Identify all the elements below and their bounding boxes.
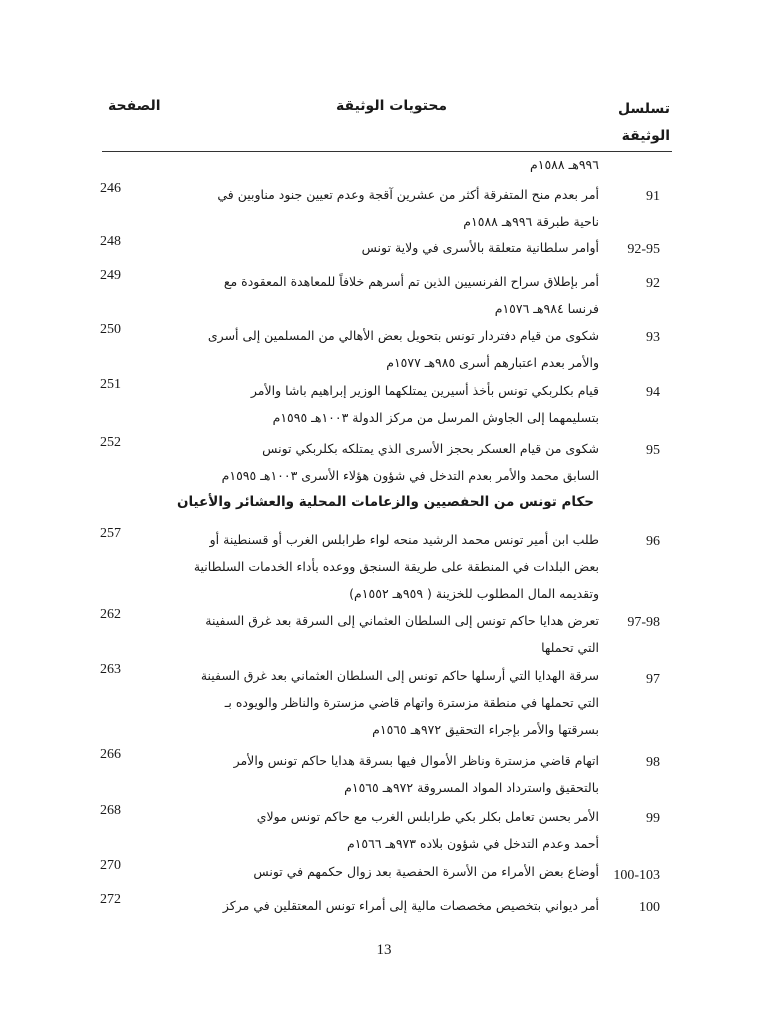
entry-text xyxy=(172,322,599,376)
entry-line: شكوى من قيام العسكر بحجز الأسرى الذي يمتلكه بكلربكي تونس xyxy=(262,441,599,456)
entry-page: 263 xyxy=(100,662,121,677)
entry-line: أمر ديواني بتخصيص مخصصات مالية إلى أمراء تونس المعتقلين في مركز xyxy=(222,898,599,913)
entry-line: بعض البلدات في المنطقة على طريقة السنجق ووعده بأداء الخدمات السلطانية xyxy=(193,559,599,574)
entry-text xyxy=(172,607,599,661)
entry-page: 251 xyxy=(100,377,121,392)
entry-page: 266 xyxy=(100,747,121,762)
entry-sequence: 100-103 xyxy=(613,868,660,883)
entry-line: ناحية طبرقة ٩٩٦هـ ١٥٨٨م xyxy=(463,214,599,229)
entry-sequence: 100 xyxy=(639,900,660,915)
entry-sequence: 93 xyxy=(646,330,660,345)
entry-sequence: 95 xyxy=(646,443,660,458)
entry-line: أوامر سلطانية متعلقة بالأسرى في ولاية تونس xyxy=(361,240,599,255)
entry-line: بالتحقيق واسترداد المواد المسروقة ٩٧٢هـ ١٥٦٥م xyxy=(344,780,599,795)
entry-line: أمر بعدم منح المتفرقة أكثر من عشرين آقجة وعدم تعيين جنود مناوبين في xyxy=(217,187,599,202)
entry-line: اتهام قاضي مزسترة وناظر الأموال فيها بسرقة هدايا حاكم تونس والأمر xyxy=(233,753,599,768)
entry-line: التي تحملها xyxy=(541,640,599,655)
entry-text xyxy=(172,377,599,431)
entry-text xyxy=(172,234,599,261)
entry-page: 248 xyxy=(100,234,121,249)
entry-sequence: 97-98 xyxy=(627,615,660,630)
entry-text xyxy=(172,435,599,489)
entry-line: التي تحملها في منطقة مزسترة واتهام قاضي مزسترة والناظر والويوده بـ xyxy=(224,695,599,710)
header-sequence-line2: الوثيقة xyxy=(621,128,670,144)
entry-page: 252 xyxy=(100,435,121,450)
entry-sequence: 94 xyxy=(646,385,660,400)
header-sequence xyxy=(618,96,670,150)
entry-line: السابق محمد والأمر بعدم التدخل في شؤون هؤلاء الأسرى ١٠٠٣هـ ١٥٩٥م xyxy=(221,468,599,483)
entry-line: ٩٩٦هـ ١٥٨٨م xyxy=(530,157,599,172)
entry-sequence: 92 xyxy=(646,276,660,291)
entry-sequence: 98 xyxy=(646,755,660,770)
section-title: حكام تونس من الحفصيين والزعامات المحلية والعشائر والأعيان xyxy=(176,494,595,510)
header-contents: محتويات الوثيقة xyxy=(336,98,448,114)
entry-line: طلب ابن أمير تونس محمد الرشيد منحه لواء طرابلس الغرب أو قسنطينة أو xyxy=(209,532,599,547)
entry-page: 246 xyxy=(100,181,121,196)
header-page: الصفحة xyxy=(108,98,161,114)
entry-line: الأمر بحسن تعامل بكلر بكي طرابلس الغرب مع حاكم تونس مولاي xyxy=(256,809,599,824)
entry-line: شكوى من قيام دفتردار تونس بتحويل بعض الأهالي من المسلمين إلى أسرى xyxy=(207,328,599,343)
entry-text xyxy=(172,858,599,885)
entry-text xyxy=(172,892,599,919)
entry-text xyxy=(172,803,599,857)
entry-line: أمر بإطلاق سراح الفرنسيين الذين تم أسرهم خلافاً للمعاهدة المعقودة مع xyxy=(223,274,599,289)
entry-sequence: 92-95 xyxy=(627,242,660,257)
entry-line: والأمر بعدم اعتبارهم أسرى ٩٨٥هـ ١٥٧٧م xyxy=(386,355,599,370)
entry-line: فرنسا ٩٨٤هـ ١٥٧٦م xyxy=(494,301,599,316)
entry-sequence: 97 xyxy=(646,672,660,687)
entry-line: أوضاع بعض الأمراء من الأسرة الحفصية بعد زوال حكمهم في تونس xyxy=(253,864,599,879)
entry-line: بتسليمهما إلى الجاوش المرسل من مركز الدولة ١٠٠٣هـ ١٥٩٥م xyxy=(272,410,599,425)
entry-line: بسرقتها والأمر بإجراء التحقيق ٩٧٢هـ ١٥٦٥م xyxy=(372,722,599,737)
entry-text xyxy=(172,151,599,178)
entry-page: 250 xyxy=(100,322,121,337)
entry-line: تعرض هدايا حاكم تونس إلى السلطان العثماني إلى السرقة بعد غرق السفينة xyxy=(205,613,599,628)
entry-text xyxy=(172,268,599,322)
entry-page: 272 xyxy=(100,892,121,907)
entry-text xyxy=(172,747,599,801)
entry-line: سرقة الهدايا التي أرسلها حاكم تونس إلى السلطان العثماني بعد غرق السفينة xyxy=(200,668,599,683)
entry-line: قيام بكلربكي تونس بأخذ أسيرين يمتلكهما الوزير إبراهيم باشا والأمر xyxy=(250,383,599,398)
entry-sequence: 96 xyxy=(646,534,660,549)
page-number: 13 xyxy=(376,942,392,958)
entry-text xyxy=(172,526,599,607)
entry-text xyxy=(172,662,599,743)
entry-text xyxy=(172,181,599,235)
entry-page: 262 xyxy=(100,607,121,622)
entry-line: أحمد وعدم التدخل في شؤون بلاده ٩٧٣هـ ١٥٦٦م xyxy=(346,836,599,851)
entry-line: وتقديمه المال المطلوب للخزينة ( ٩٥٩هـ ١٥٥٢م) xyxy=(349,586,599,601)
entry-page: 257 xyxy=(100,526,121,541)
entry-sequence: 99 xyxy=(646,811,660,826)
header-sequence-line1: تسلسل xyxy=(618,101,670,117)
entry-sequence: 91 xyxy=(646,189,660,204)
entry-page: 268 xyxy=(100,803,121,818)
entry-page: 270 xyxy=(100,858,121,873)
entry-page: 249 xyxy=(100,268,121,283)
